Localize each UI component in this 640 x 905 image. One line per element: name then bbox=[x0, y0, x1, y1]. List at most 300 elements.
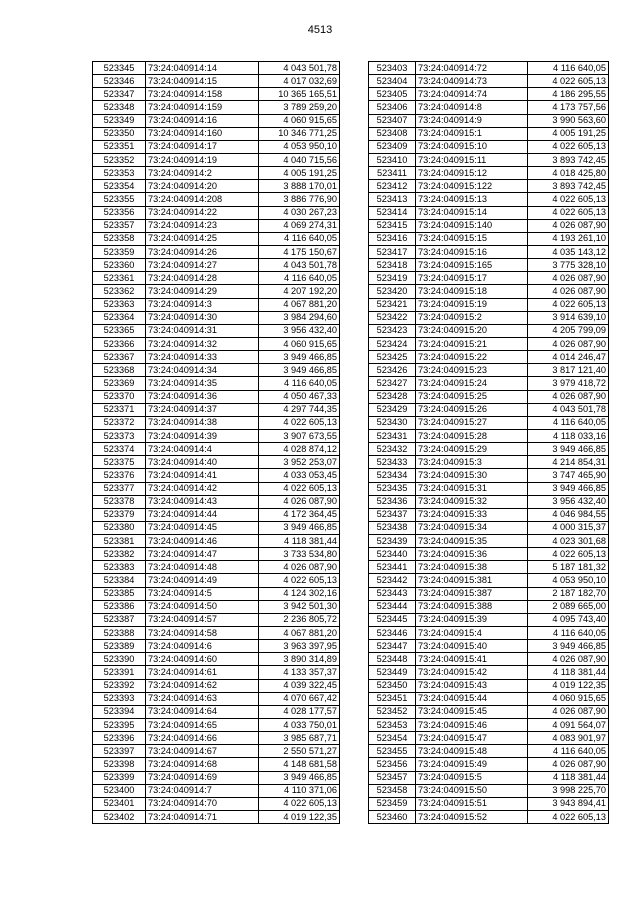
table-row bbox=[369, 600, 609, 613]
table-row bbox=[93, 784, 340, 797]
value-cell: 4 060 915,65 bbox=[528, 692, 609, 705]
cadastral-number-cell: 73:24:040915:23 bbox=[416, 364, 528, 377]
row-number-cell: 523358 bbox=[93, 232, 146, 245]
value-cell: 10 365 165,51 bbox=[259, 88, 340, 101]
register-table-left bbox=[92, 61, 340, 824]
table-row bbox=[369, 259, 609, 272]
table-row bbox=[93, 443, 340, 456]
table-row bbox=[93, 180, 340, 193]
cadastral-number-cell: 73:24:040915:47 bbox=[416, 732, 528, 745]
cadastral-number-cell: 73:24:040914:50 bbox=[146, 600, 259, 613]
row-number-cell: 523374 bbox=[93, 443, 146, 456]
cadastral-number-cell: 73:24:040914:23 bbox=[146, 219, 259, 232]
value-cell: 4 133 357,37 bbox=[259, 666, 340, 679]
cadastral-number-cell: 73:24:040914:60 bbox=[146, 653, 259, 666]
table-row bbox=[93, 574, 340, 587]
cadastral-number-cell: 73:24:040915:18 bbox=[416, 285, 528, 298]
row-number-cell: 523441 bbox=[369, 561, 416, 574]
value-cell: 5 187 181,32 bbox=[528, 561, 609, 574]
cadastral-number-cell: 73:24:040914:49 bbox=[146, 574, 259, 587]
cadastral-number-cell: 73:24:040914:33 bbox=[146, 351, 259, 364]
value-cell: 4 083 901,97 bbox=[528, 732, 609, 745]
cadastral-number-cell: 73:24:040914:14 bbox=[146, 62, 259, 75]
cadastral-number-cell: 73:24:040914:8 bbox=[416, 101, 528, 114]
value-cell: 4 014 246,47 bbox=[528, 351, 609, 364]
table-row bbox=[369, 180, 609, 193]
value-cell: 4 026 087,90 bbox=[528, 337, 609, 350]
cadastral-number-cell: 73:24:040914:42 bbox=[146, 482, 259, 495]
value-cell: 4 030 267,23 bbox=[259, 206, 340, 219]
row-number-cell: 523366 bbox=[93, 337, 146, 350]
value-cell: 4 172 364,45 bbox=[259, 508, 340, 521]
table-row bbox=[93, 548, 340, 561]
cadastral-number-cell: 73:24:040915:17 bbox=[416, 272, 528, 285]
row-number-cell: 523439 bbox=[369, 535, 416, 548]
cadastral-number-cell: 73:24:040915:45 bbox=[416, 705, 528, 718]
table-row bbox=[93, 75, 340, 88]
value-cell: 4 022 605,13 bbox=[259, 416, 340, 429]
value-cell: 4 091 564,07 bbox=[528, 719, 609, 732]
cadastral-number-cell: 73:24:040915:19 bbox=[416, 298, 528, 311]
row-number-cell: 523377 bbox=[93, 482, 146, 495]
table-row bbox=[93, 811, 340, 824]
cadastral-number-cell: 73:24:040914:5 bbox=[146, 587, 259, 600]
table-row bbox=[369, 193, 609, 206]
row-number-cell: 523417 bbox=[369, 245, 416, 258]
cadastral-number-cell: 73:24:040915:36 bbox=[416, 548, 528, 561]
row-number-cell: 523459 bbox=[369, 797, 416, 810]
value-cell: 3 890 314,89 bbox=[259, 653, 340, 666]
row-number-cell: 523414 bbox=[369, 206, 416, 219]
value-cell: 4 026 087,90 bbox=[259, 561, 340, 574]
row-number-cell: 523452 bbox=[369, 705, 416, 718]
table-row bbox=[93, 797, 340, 810]
value-cell: 4 005 191,25 bbox=[259, 167, 340, 180]
cadastral-number-cell: 73:24:040915:38 bbox=[416, 561, 528, 574]
table-row bbox=[369, 153, 609, 166]
table-row bbox=[369, 574, 609, 587]
table-row bbox=[93, 692, 340, 705]
row-number-cell: 523457 bbox=[369, 771, 416, 784]
table-row bbox=[93, 495, 340, 508]
table-row bbox=[369, 666, 609, 679]
row-number-cell: 523348 bbox=[93, 101, 146, 114]
cadastral-number-cell: 73:24:040914:68 bbox=[146, 758, 259, 771]
cadastral-number-cell: 73:24:040914:9 bbox=[416, 114, 528, 127]
table-row bbox=[93, 153, 340, 166]
value-cell: 4 186 295,55 bbox=[528, 88, 609, 101]
row-number-cell: 523353 bbox=[93, 167, 146, 180]
cadastral-number-cell: 73:24:040915:44 bbox=[416, 692, 528, 705]
cadastral-number-cell: 73:24:040914:36 bbox=[146, 390, 259, 403]
value-cell: 3 949 466,85 bbox=[528, 443, 609, 456]
table-row bbox=[93, 613, 340, 626]
cadastral-number-cell: 73:24:040915:10 bbox=[416, 140, 528, 153]
row-number-cell: 523409 bbox=[369, 140, 416, 153]
cadastral-number-cell: 73:24:040915:39 bbox=[416, 613, 528, 626]
table-row bbox=[93, 259, 340, 272]
row-number-cell: 523393 bbox=[93, 692, 146, 705]
cadastral-number-cell: 73:24:040914:62 bbox=[146, 679, 259, 692]
table-row bbox=[93, 219, 340, 232]
value-cell: 3 942 501,30 bbox=[259, 600, 340, 613]
row-number-cell: 523394 bbox=[93, 705, 146, 718]
cadastral-number-cell: 73:24:040915:13 bbox=[416, 193, 528, 206]
table-row bbox=[93, 600, 340, 613]
row-number-cell: 523375 bbox=[93, 456, 146, 469]
value-cell: 4 023 301,68 bbox=[528, 535, 609, 548]
cadastral-number-cell: 73:24:040914:31 bbox=[146, 324, 259, 337]
row-number-cell: 523429 bbox=[369, 403, 416, 416]
table-row bbox=[369, 784, 609, 797]
value-cell: 4 193 261,10 bbox=[528, 232, 609, 245]
table-row bbox=[93, 351, 340, 364]
table-row bbox=[93, 62, 340, 75]
value-cell: 4 148 681,58 bbox=[259, 758, 340, 771]
cadastral-number-cell: 73:24:040915:4 bbox=[416, 627, 528, 640]
table-row bbox=[93, 561, 340, 574]
table-row bbox=[93, 416, 340, 429]
cadastral-number-cell: 73:24:040914:208 bbox=[146, 193, 259, 206]
row-number-cell: 523408 bbox=[369, 127, 416, 140]
row-number-cell: 523454 bbox=[369, 732, 416, 745]
row-number-cell: 523383 bbox=[93, 561, 146, 574]
cadastral-number-cell: 73:24:040914:63 bbox=[146, 692, 259, 705]
row-number-cell: 523380 bbox=[93, 521, 146, 534]
cadastral-number-cell: 73:24:040914:22 bbox=[146, 206, 259, 219]
value-cell: 4 050 467,33 bbox=[259, 390, 340, 403]
row-number-cell: 523400 bbox=[93, 784, 146, 797]
row-number-cell: 523450 bbox=[369, 679, 416, 692]
value-cell: 4 033 750,01 bbox=[259, 719, 340, 732]
table-row bbox=[93, 377, 340, 390]
value-cell: 4 018 425,80 bbox=[528, 167, 609, 180]
cadastral-number-cell: 73:24:040915:25 bbox=[416, 390, 528, 403]
cadastral-number-cell: 73:24:040914:158 bbox=[146, 88, 259, 101]
value-cell: 10 346 771,25 bbox=[259, 127, 340, 140]
row-number-cell: 523356 bbox=[93, 206, 146, 219]
table-row bbox=[369, 127, 609, 140]
table-row bbox=[369, 285, 609, 298]
table-row bbox=[369, 482, 609, 495]
row-number-cell: 523391 bbox=[93, 666, 146, 679]
cadastral-number-cell: 73:24:040915:30 bbox=[416, 469, 528, 482]
row-number-cell: 523407 bbox=[369, 114, 416, 127]
value-cell: 4 116 640,05 bbox=[528, 627, 609, 640]
value-cell: 4 067 881,20 bbox=[259, 627, 340, 640]
table-row bbox=[369, 75, 609, 88]
cadastral-number-cell: 73:24:040914:47 bbox=[146, 548, 259, 561]
cadastral-number-cell: 73:24:040915:34 bbox=[416, 521, 528, 534]
value-cell: 4 069 274,31 bbox=[259, 219, 340, 232]
value-cell: 3 949 466,85 bbox=[259, 351, 340, 364]
row-number-cell: 523412 bbox=[369, 180, 416, 193]
row-number-cell: 523369 bbox=[93, 377, 146, 390]
table-row bbox=[93, 640, 340, 653]
table-row bbox=[369, 272, 609, 285]
cadastral-number-cell: 73:24:040914:35 bbox=[146, 377, 259, 390]
cadastral-number-cell: 73:24:040914:58 bbox=[146, 627, 259, 640]
table-row bbox=[369, 324, 609, 337]
row-number-cell: 523404 bbox=[369, 75, 416, 88]
row-number-cell: 523401 bbox=[93, 797, 146, 810]
cadastral-number-cell: 73:24:040915:29 bbox=[416, 443, 528, 456]
value-cell: 4 026 087,90 bbox=[528, 705, 609, 718]
value-cell: 4 043 501,78 bbox=[528, 403, 609, 416]
value-cell: 4 173 757,56 bbox=[528, 101, 609, 114]
row-number-cell: 523413 bbox=[369, 193, 416, 206]
row-number-cell: 523416 bbox=[369, 232, 416, 245]
value-cell: 4 028 177,57 bbox=[259, 705, 340, 718]
value-cell: 4 026 087,90 bbox=[528, 390, 609, 403]
row-number-cell: 523376 bbox=[93, 469, 146, 482]
value-cell: 3 949 466,85 bbox=[259, 771, 340, 784]
cadastral-number-cell: 73:24:040914:30 bbox=[146, 311, 259, 324]
table-row bbox=[369, 719, 609, 732]
value-cell: 4 019 122,35 bbox=[259, 811, 340, 824]
value-cell: 4 022 605,13 bbox=[528, 206, 609, 219]
table-row bbox=[369, 771, 609, 784]
table-row bbox=[369, 613, 609, 626]
row-number-cell: 523397 bbox=[93, 745, 146, 758]
cadastral-number-cell: 73:24:040915:50 bbox=[416, 784, 528, 797]
value-cell: 3 893 742,45 bbox=[528, 153, 609, 166]
cadastral-number-cell: 73:24:040914:160 bbox=[146, 127, 259, 140]
value-cell: 4 053 950,10 bbox=[259, 140, 340, 153]
row-number-cell: 523352 bbox=[93, 153, 146, 166]
value-cell: 4 046 984,55 bbox=[528, 508, 609, 521]
cadastral-number-cell: 73:24:040915:33 bbox=[416, 508, 528, 521]
cadastral-number-cell: 73:24:040915:26 bbox=[416, 403, 528, 416]
cadastral-number-cell: 73:24:040915:2 bbox=[416, 311, 528, 324]
row-number-cell: 523433 bbox=[369, 456, 416, 469]
row-number-cell: 523424 bbox=[369, 337, 416, 350]
value-cell: 4 022 605,13 bbox=[259, 574, 340, 587]
row-number-cell: 523382 bbox=[93, 548, 146, 561]
table-row bbox=[369, 521, 609, 534]
value-cell: 4 035 143,12 bbox=[528, 245, 609, 258]
value-cell: 3 949 466,85 bbox=[528, 640, 609, 653]
table-row bbox=[369, 679, 609, 692]
cadastral-number-cell: 73:24:040915:40 bbox=[416, 640, 528, 653]
row-number-cell: 523440 bbox=[369, 548, 416, 561]
row-number-cell: 523445 bbox=[369, 613, 416, 626]
cadastral-number-cell: 73:24:040914:6 bbox=[146, 640, 259, 653]
row-number-cell: 523367 bbox=[93, 351, 146, 364]
row-number-cell: 523396 bbox=[93, 732, 146, 745]
table-row bbox=[369, 469, 609, 482]
value-cell: 4 116 640,05 bbox=[528, 745, 609, 758]
table-row bbox=[93, 245, 340, 258]
table-row bbox=[369, 429, 609, 442]
value-cell: 4 116 640,05 bbox=[259, 377, 340, 390]
value-cell: 3 979 418,72 bbox=[528, 377, 609, 390]
row-number-cell: 523371 bbox=[93, 403, 146, 416]
table-row bbox=[369, 640, 609, 653]
value-cell: 4 205 799,09 bbox=[528, 324, 609, 337]
value-cell: 4 116 640,05 bbox=[528, 416, 609, 429]
value-cell: 3 817 121,40 bbox=[528, 364, 609, 377]
row-number-cell: 523455 bbox=[369, 745, 416, 758]
table-row bbox=[369, 811, 609, 824]
value-cell: 4 019 122,35 bbox=[528, 679, 609, 692]
row-number-cell: 523354 bbox=[93, 180, 146, 193]
row-number-cell: 523362 bbox=[93, 285, 146, 298]
table-row bbox=[369, 745, 609, 758]
table-row bbox=[93, 653, 340, 666]
table-row bbox=[369, 561, 609, 574]
value-cell: 4 022 605,13 bbox=[528, 140, 609, 153]
value-cell: 3 888 170,01 bbox=[259, 180, 340, 193]
value-cell: 4 026 087,90 bbox=[528, 285, 609, 298]
row-number-cell: 523437 bbox=[369, 508, 416, 521]
row-number-cell: 523426 bbox=[369, 364, 416, 377]
table-row bbox=[93, 364, 340, 377]
row-number-cell: 523378 bbox=[93, 495, 146, 508]
cadastral-number-cell: 73:24:040915:46 bbox=[416, 719, 528, 732]
row-number-cell: 523399 bbox=[93, 771, 146, 784]
table-row bbox=[93, 508, 340, 521]
table-row bbox=[369, 416, 609, 429]
table-row bbox=[369, 443, 609, 456]
row-number-cell: 523370 bbox=[93, 390, 146, 403]
cadastral-number-cell: 73:24:040915:28 bbox=[416, 429, 528, 442]
cadastral-number-cell: 73:24:040915:388 bbox=[416, 600, 528, 613]
register-table-right bbox=[368, 61, 609, 824]
table-row bbox=[93, 521, 340, 534]
row-number-cell: 523355 bbox=[93, 193, 146, 206]
cadastral-number-cell: 73:24:040915:21 bbox=[416, 337, 528, 350]
cadastral-number-cell: 73:24:040915:122 bbox=[416, 180, 528, 193]
row-number-cell: 523406 bbox=[369, 101, 416, 114]
value-cell: 4 022 605,13 bbox=[528, 298, 609, 311]
row-number-cell: 523388 bbox=[93, 627, 146, 640]
value-cell: 4 022 605,13 bbox=[528, 811, 609, 824]
table-row bbox=[93, 719, 340, 732]
table-row bbox=[369, 245, 609, 258]
row-number-cell: 523446 bbox=[369, 627, 416, 640]
table-row bbox=[369, 101, 609, 114]
cadastral-number-cell: 73:24:040914:34 bbox=[146, 364, 259, 377]
table-row bbox=[93, 429, 340, 442]
table-row bbox=[93, 732, 340, 745]
cadastral-number-cell: 73:24:040914:64 bbox=[146, 705, 259, 718]
cadastral-number-cell: 73:24:040914:26 bbox=[146, 245, 259, 258]
cadastral-number-cell: 73:24:040915:51 bbox=[416, 797, 528, 810]
row-number-cell: 523422 bbox=[369, 311, 416, 324]
value-cell: 4 022 605,13 bbox=[528, 75, 609, 88]
value-cell: 4 118 381,44 bbox=[528, 666, 609, 679]
value-cell: 4 118 381,44 bbox=[259, 535, 340, 548]
value-cell: 4 026 087,90 bbox=[528, 219, 609, 232]
row-number-cell: 523423 bbox=[369, 324, 416, 337]
table-row bbox=[369, 403, 609, 416]
value-cell: 3 914 639,10 bbox=[528, 311, 609, 324]
cadastral-number-cell: 73:24:040915:3 bbox=[416, 456, 528, 469]
cadastral-number-cell: 73:24:040914:16 bbox=[146, 114, 259, 127]
row-number-cell: 523390 bbox=[93, 653, 146, 666]
table-row bbox=[93, 272, 340, 285]
cadastral-number-cell: 73:24:040915:43 bbox=[416, 679, 528, 692]
cadastral-number-cell: 73:24:040915:32 bbox=[416, 495, 528, 508]
table-row bbox=[93, 167, 340, 180]
cadastral-number-cell: 73:24:040914:72 bbox=[416, 62, 528, 75]
row-number-cell: 523449 bbox=[369, 666, 416, 679]
table-row bbox=[93, 114, 340, 127]
value-cell: 4 026 087,90 bbox=[259, 495, 340, 508]
value-cell: 4 118 033,16 bbox=[528, 429, 609, 442]
value-cell: 3 956 432,40 bbox=[528, 495, 609, 508]
cadastral-number-cell: 73:24:040914:27 bbox=[146, 259, 259, 272]
row-number-cell: 523443 bbox=[369, 587, 416, 600]
row-number-cell: 523363 bbox=[93, 298, 146, 311]
cadastral-number-cell: 73:24:040914:71 bbox=[146, 811, 259, 824]
table-row bbox=[369, 797, 609, 810]
cadastral-number-cell: 73:24:040914:57 bbox=[146, 613, 259, 626]
row-number-cell: 523438 bbox=[369, 521, 416, 534]
row-number-cell: 523418 bbox=[369, 259, 416, 272]
value-cell: 3 747 465,90 bbox=[528, 469, 609, 482]
row-number-cell: 523427 bbox=[369, 377, 416, 390]
cadastral-number-cell: 73:24:040914:29 bbox=[146, 285, 259, 298]
value-cell: 4 067 881,20 bbox=[259, 298, 340, 311]
row-number-cell: 523448 bbox=[369, 653, 416, 666]
value-cell: 3 963 397,95 bbox=[259, 640, 340, 653]
table-row bbox=[369, 653, 609, 666]
cadastral-number-cell: 73:24:040914:38 bbox=[146, 416, 259, 429]
value-cell: 4 118 381,44 bbox=[528, 771, 609, 784]
cadastral-number-cell: 73:24:040914:40 bbox=[146, 456, 259, 469]
row-number-cell: 523428 bbox=[369, 390, 416, 403]
row-number-cell: 523444 bbox=[369, 600, 416, 613]
value-cell: 4 017 032,69 bbox=[259, 75, 340, 88]
table-row bbox=[369, 390, 609, 403]
row-number-cell: 523447 bbox=[369, 640, 416, 653]
row-number-cell: 523419 bbox=[369, 272, 416, 285]
table-row bbox=[93, 535, 340, 548]
value-cell: 3 956 432,40 bbox=[259, 324, 340, 337]
cadastral-number-cell: 73:24:040914:61 bbox=[146, 666, 259, 679]
table-row bbox=[369, 587, 609, 600]
value-cell: 4 053 950,10 bbox=[528, 574, 609, 587]
cadastral-number-cell: 73:24:040914:3 bbox=[146, 298, 259, 311]
cadastral-number-cell: 73:24:040914:44 bbox=[146, 508, 259, 521]
cadastral-number-cell: 73:24:040915:387 bbox=[416, 587, 528, 600]
value-cell: 4 060 915,65 bbox=[259, 337, 340, 350]
value-cell: 3 907 673,55 bbox=[259, 429, 340, 442]
cadastral-number-cell: 73:24:040914:37 bbox=[146, 403, 259, 416]
value-cell: 4 095 743,40 bbox=[528, 613, 609, 626]
row-number-cell: 523421 bbox=[369, 298, 416, 311]
cadastral-number-cell: 73:24:040914:69 bbox=[146, 771, 259, 784]
table-row bbox=[93, 127, 340, 140]
table-row bbox=[93, 587, 340, 600]
table-row bbox=[369, 206, 609, 219]
cadastral-number-cell: 73:24:040915:35 bbox=[416, 535, 528, 548]
table-row bbox=[93, 88, 340, 101]
value-cell: 4 005 191,25 bbox=[528, 127, 609, 140]
cadastral-number-cell: 73:24:040915:41 bbox=[416, 653, 528, 666]
value-cell: 3 998 225,70 bbox=[528, 784, 609, 797]
cadastral-number-cell: 73:24:040914:70 bbox=[146, 797, 259, 810]
table-row bbox=[369, 167, 609, 180]
row-number-cell: 523360 bbox=[93, 259, 146, 272]
cadastral-number-cell: 73:24:040915:20 bbox=[416, 324, 528, 337]
value-cell: 3 985 687,71 bbox=[259, 732, 340, 745]
table-row bbox=[93, 337, 340, 350]
value-cell: 4 124 302,16 bbox=[259, 587, 340, 600]
value-cell: 3 733 534,80 bbox=[259, 548, 340, 561]
